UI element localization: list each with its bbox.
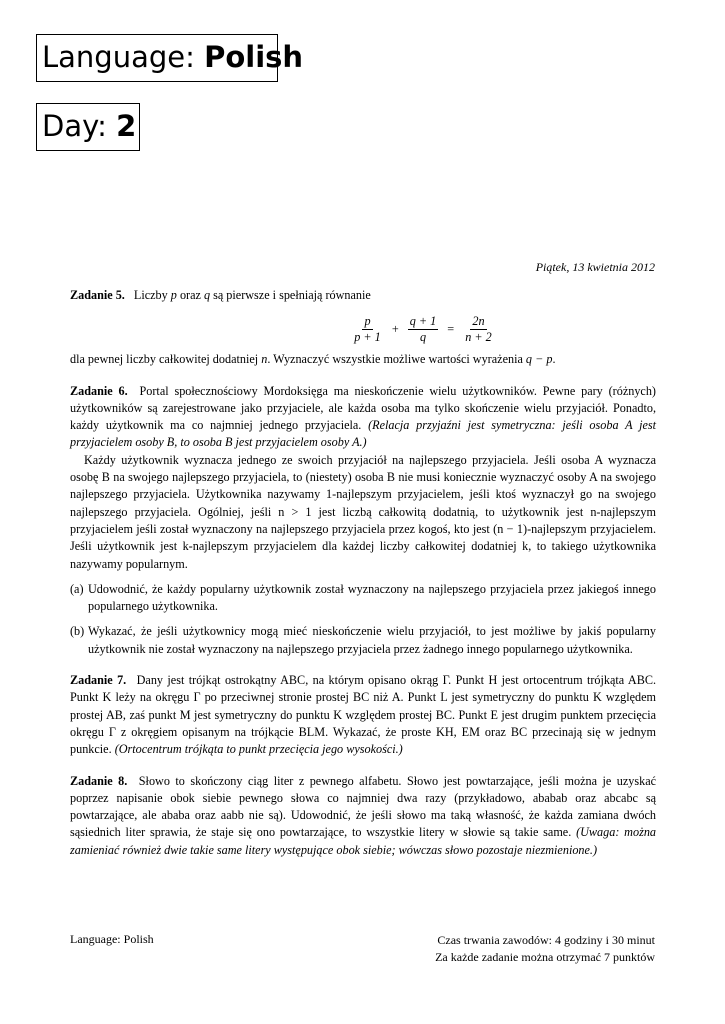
item-a-marker: (a) — [70, 581, 84, 596]
p5-expr: q − p — [525, 352, 553, 367]
problem-7 — [70, 672, 656, 758]
problem-5 — [70, 287, 656, 369]
day-label: Day: — [42, 109, 107, 143]
fraction-2 — [408, 314, 439, 345]
fraction-2-den: q — [419, 330, 427, 345]
problem-5-label: Zadanie 5. — [70, 288, 125, 302]
item-b-text: Wykazać, że jeśli użytkownicy mogą mieć nieskończenie wielu przyjaciół, to jest możliwe by jakiś popularny użytkownik nie został wyznaczony na najlepszego przyjaciela przez żadnego innego popularnego użytkownika. — [88, 624, 656, 656]
problems-content — [70, 287, 656, 873]
fraction-3-den: n + 2 — [465, 330, 492, 345]
problem-6-item-a — [70, 581, 656, 616]
footer-points: Za każde zadanie można otrzymać 7 punktów — [435, 950, 655, 964]
p5-after-c: . — [552, 352, 556, 367]
problem-6-label: Zadanie 6. — [70, 383, 128, 398]
problem-8-note: (Uwaga: można zamieniać również dwie takie same litery występujące obok siebie; wówczas słowo pozostaje niezmienione.) — [70, 825, 657, 857]
p5-var-n: n — [261, 352, 268, 367]
fraction-3 — [463, 314, 494, 345]
item-b-marker: (b) — [70, 624, 85, 639]
problem-8-label: Zadanie 8. — [70, 773, 128, 788]
problem-5-equation — [70, 304, 656, 351]
problem-7-label: Zadanie 7. — [70, 673, 127, 688]
day-value: 2 — [116, 109, 137, 143]
problem-6 — [70, 383, 656, 658]
plus-sign: + — [391, 322, 399, 337]
equals-sign: = — [447, 322, 455, 337]
fraction-1-den: p + 1 — [354, 330, 381, 345]
p5-intro-c: są pierwsze i spełniają równanie — [213, 288, 371, 302]
p5-intro-a: Liczby — [133, 288, 168, 302]
item-a-text: Udowodnić, że każdy popularny użytkownik został wyznaczony na najlepszego przyjaciela przez jakiegoś innego popularnego użytkownika. — [88, 581, 656, 614]
fraction-1-num: p — [364, 314, 371, 329]
p5-after-a: dla pewnej liczby całkowitej dodatniej — [70, 352, 259, 367]
day-header-box — [36, 103, 140, 151]
footer-duration: Czas trwania zawodów: 4 godziny i 30 minut — [437, 933, 655, 947]
fraction-1 — [352, 314, 383, 345]
fraction-2-num: q + 1 — [409, 314, 437, 329]
problem-8 — [70, 773, 656, 859]
problem-8-text: Słowo to skończony ciąg liter z pewnego alfabetu. Słowo jest powtarzające, jeśli można je uzyskać poprzez napisanie obok siebie pewnego słowa co najmniej dwa razy (przykładowo, ababab oraz abcabc są powtarzające, ale ababa oraz aabb nie są). Udowodnić, że jeśli słowo ma taką własność, że każda zamiana dwóch sąsiednich liter sprawia, że staje się ono powtarzające, to wszystkie litery w słowie są takie same. — [70, 773, 657, 840]
p5-var-p: p — [170, 288, 177, 302]
language-value: Polish — [204, 40, 304, 74]
p5-after-b: . Wyznaczyć wszystkie możliwe wartości wyrażenia — [267, 352, 523, 367]
language-header-box — [36, 34, 304, 82]
language-label: Language: — [42, 40, 195, 74]
problem-6-item-b — [70, 623, 656, 658]
exam-date: Piątek, 13 kwietnia 2012 — [535, 260, 655, 274]
problem-6-para1: Portal społecznościowy Mordoksięga ma nieskończenie wielu użytkowników. Pewne pary (różnych) użytkowników są zarejestrowane jako przyjaciele, ale każda osoba ma tylko skończenie wielu przyjaciół. Ponadto, każdy użytkownik ma co najmniej jednego przyjaciela. — [70, 383, 656, 433]
footer-language: Language: Polish — [70, 932, 154, 946]
p5-intro-b: oraz — [179, 288, 201, 302]
problem-6-note: (Relacja przyjaźni jest symetryczna: jeśli osoba A jest przyjacielem osoby B, to osoba B jest przyjacielem osoby A.) — [70, 418, 656, 450]
footer-info — [435, 932, 655, 966]
fraction-3-num: 2n — [472, 314, 485, 329]
problem-7-note: (Ortocentrum trójkąta to punkt przecięcia jego wysokości.) — [114, 742, 403, 757]
problem-6-para2: Każdy użytkownik wyznacza jednego ze swoich przyjaciół na najlepszego przyjaciela. Jeśli osoba A wyznacza osobę B na swojego najlepszego przyjaciela, to (niestety) osoba B nie musi koniecznie wyznaczyć osoby A na swojego najlepszego przyjaciela. Użytkownika nazywamy 1-najlepszym przyjacielem, jeśli ktoś wyznaczył go na swojego najlepszego przyjaciela. Ogólniej, jeśli n > 1 jest liczbą całkowitą dodatnią, to użytkownik jest n-najlepszym przyjacielem jeśli został wyznaczony na najlepszego przyjaciela przez kogoś, kto jest (n − 1)-najlepszym przyjacielem. Jeśli użytkownik jest k-najlepszym przyjacielem dla każdej liczby całkowitej dodatniej k, to takiego użytkownika nazywamy popularnym. — [70, 452, 656, 571]
problem-7-text: Dany jest trójkąt ostrokątny ABC, na którym opisano okrąg Γ. Punkt H jest ortocentrum trójkąta ABC. Punkt K leży na okręgu Γ po przeciwnej stronie prostej BC niż A. Punkt L jest symetryczny do punktu K względem prostej AB, zaś punkt M jest symetryczny do punktu K względem prostej BC. Punkt E jest drugim punktem przecięcia okręgu Γ z okręgiem opisanym na trójkącie BLM. Wykazać, że proste KH, EM oraz BC przecinają się w jednym punkcie. — [70, 673, 657, 757]
p5-var-q: q — [203, 288, 211, 302]
